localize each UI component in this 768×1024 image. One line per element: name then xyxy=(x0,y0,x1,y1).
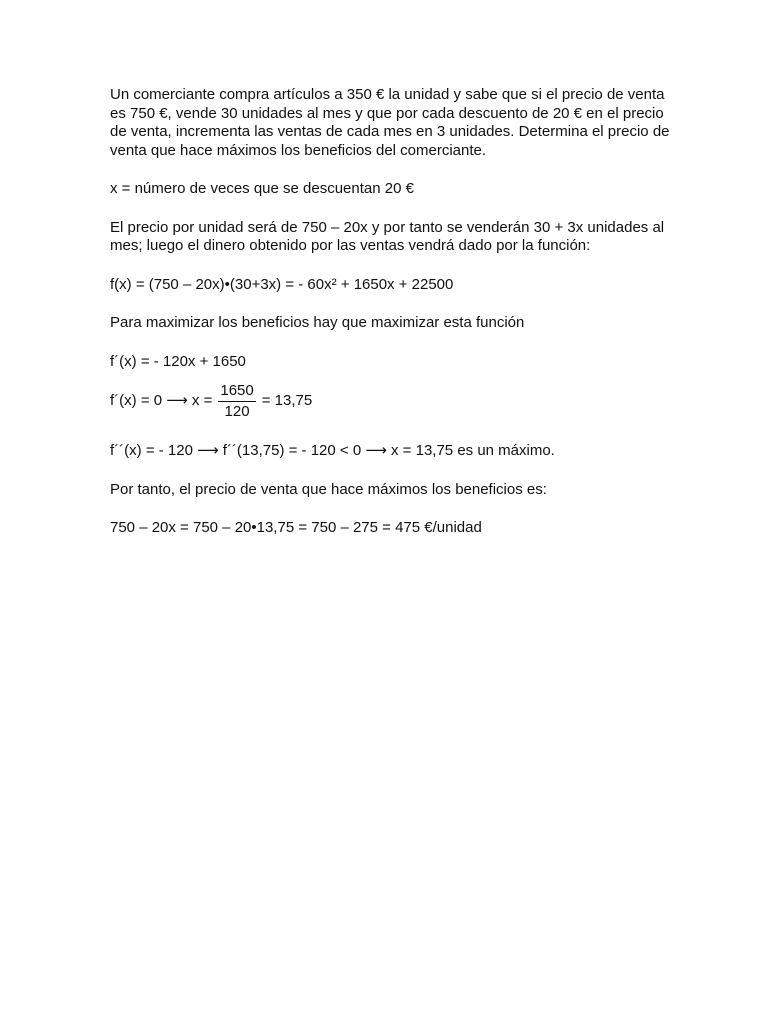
first-derivative: f´(x) = - 120x + 1650 xyxy=(110,352,246,370)
explanation-paragraph xyxy=(110,219,700,256)
explanation-line: El precio por unidad será de 750 – 20x y por tanto se venderán 30 + 3x unidades al xyxy=(110,218,665,236)
problem-line: Un comerciante compra artículos a 350 € la unidad y sabe que si el precio de venta xyxy=(110,86,665,103)
problem-line: venta que hace máximos los beneficios del comerciante. xyxy=(110,141,487,159)
maximize-statement: Para maximizar los beneficios hay que maximizar esta función xyxy=(110,314,525,331)
variable-definition: x = número de veces que se descuentan 20 € xyxy=(110,180,414,197)
function-equation: f(x) = (750 – 20x)•(30+3x) = - 60x² + 1650x + 22500 xyxy=(110,275,454,293)
fraction-numerator: 1650 xyxy=(218,381,255,402)
critical-point-equation xyxy=(110,381,700,422)
critical-prefix: f´(x) = 0 ⟶ x = xyxy=(110,392,213,410)
problem-line: de venta, incrementa las ventas de cada mes en 3 unidades. Determina el precio de xyxy=(110,123,670,140)
conclusion-statement: Por tanto, el precio de venta que hace máximos los beneficios es: xyxy=(110,480,547,498)
explanation-line: mes; luego el dinero obtenido por las ventas vendrá dado por la función: xyxy=(110,237,591,254)
fraction xyxy=(218,381,255,422)
final-result: 750 – 20x = 750 – 20•13,75 = 750 – 275 = 475 €/unidad xyxy=(110,519,482,536)
document-page xyxy=(110,86,700,538)
problem-statement xyxy=(110,86,700,160)
problem-line: es 750 €, vende 30 unidades al mes y que por cada descuento de 20 € en el precio xyxy=(110,104,664,122)
second-derivative: f´´(x) = - 120 ⟶ f´´(13,75) = - 120 < 0 ⟶ x = 13,75 es un máximo. xyxy=(110,442,555,459)
fraction-denominator: 120 xyxy=(224,403,250,420)
critical-suffix: = 13,75 xyxy=(261,392,313,410)
